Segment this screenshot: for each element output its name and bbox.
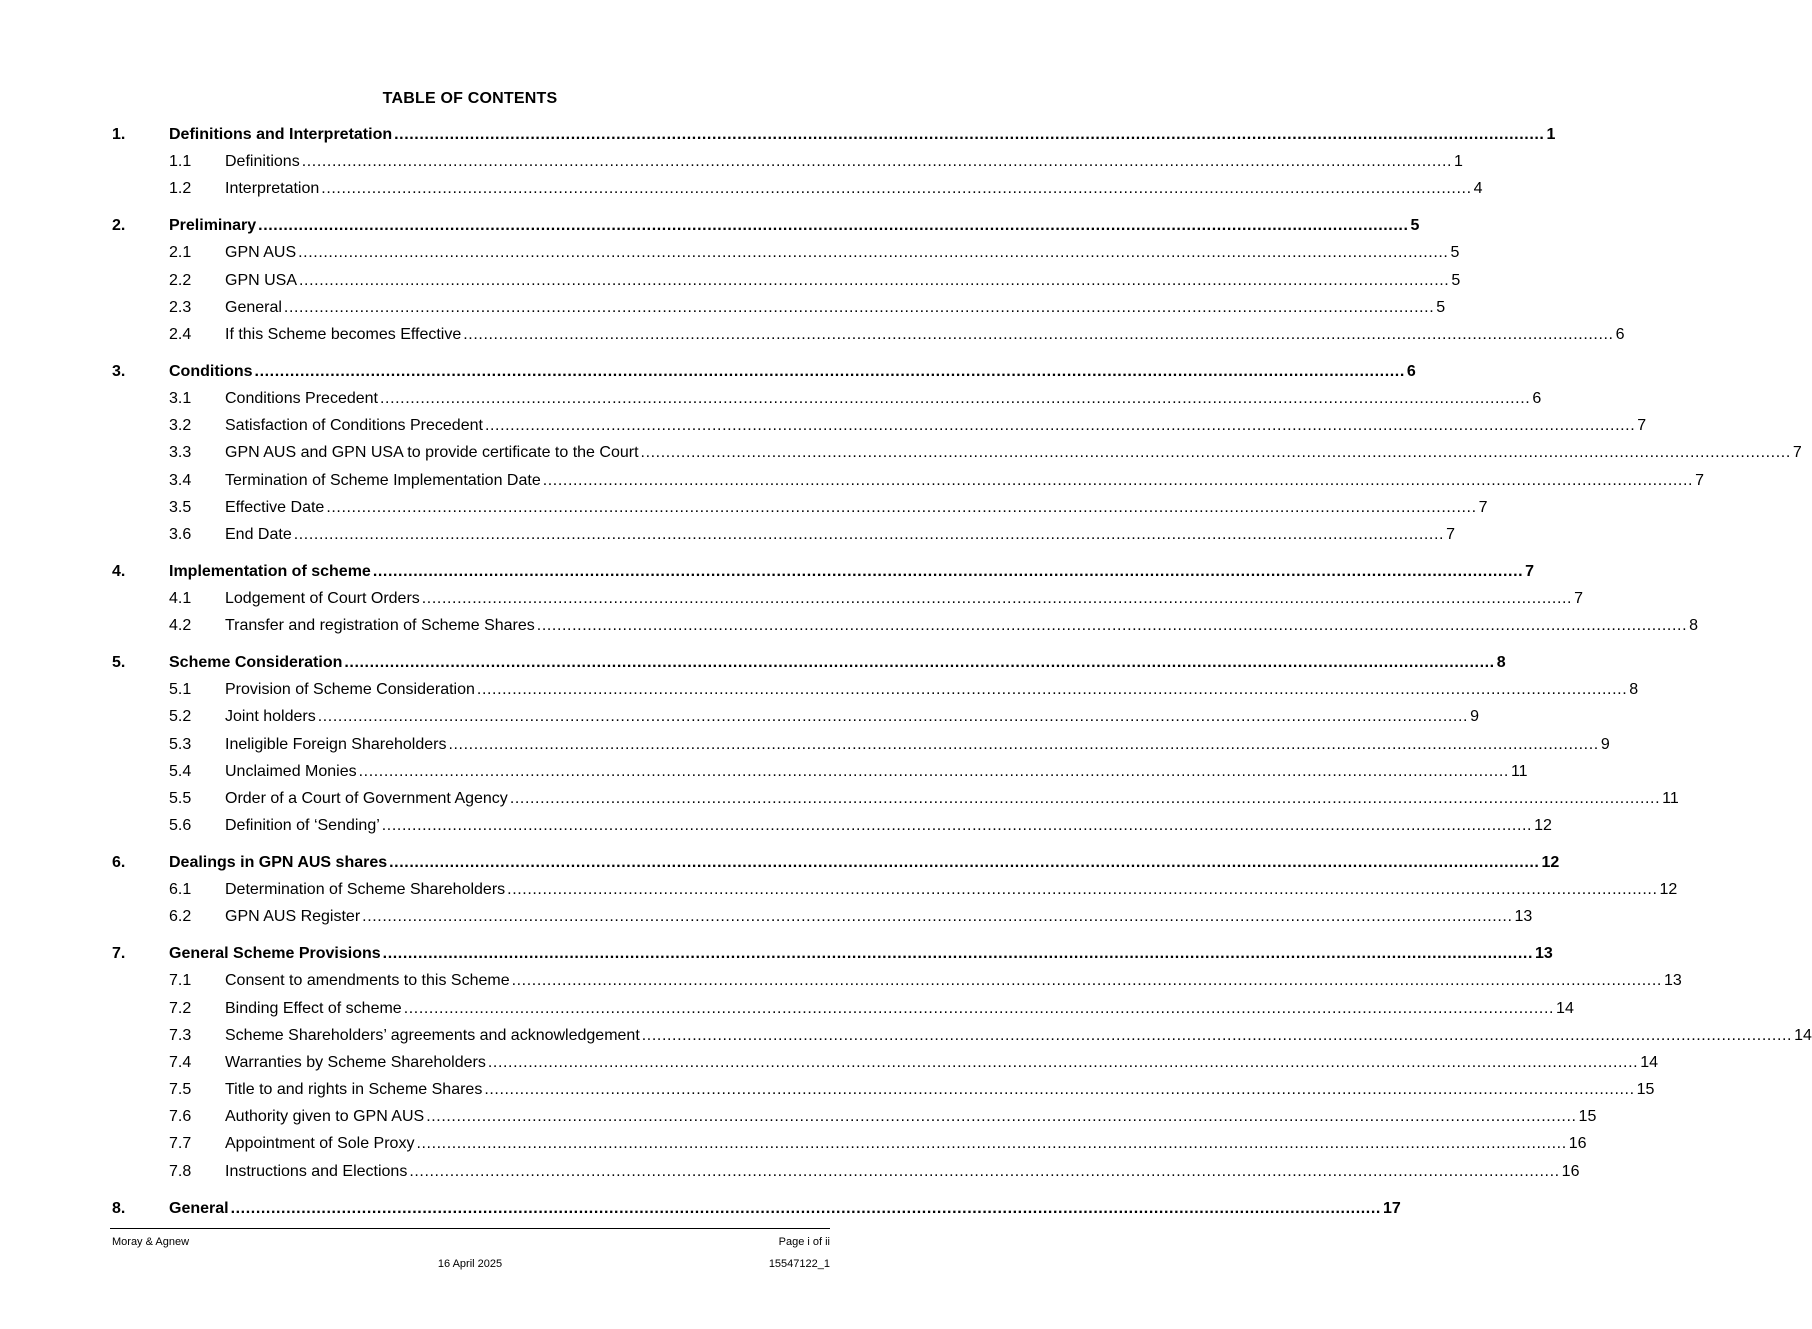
toc-entry-page: 14 <box>1794 1026 1812 1044</box>
toc-entry-number: 1.1 <box>169 153 192 171</box>
toc-subsection-1-1[interactable] <box>169 153 1463 175</box>
toc-dot-leader <box>416 1135 1566 1153</box>
toc-subsection-5-3[interactable] <box>169 735 1610 758</box>
toc-dot-leader <box>362 908 1512 926</box>
toc-entry-page: 7 <box>1637 417 1647 435</box>
toc-entry-number: 5.6 <box>169 817 192 834</box>
toc-entry-page: 6 <box>1615 325 1625 343</box>
toc-entry-number: 3.4 <box>169 471 192 489</box>
toc-dot-leader <box>507 881 1657 899</box>
toc-dot-leader <box>510 790 1660 808</box>
toc-dot-leader <box>318 708 1468 726</box>
toc-entry-title: Provision of Scheme Consideration <box>225 681 475 699</box>
toc-entry-title: Appointment of Sole Proxy <box>225 1135 415 1153</box>
toc-entry-title: Scheme Consideration <box>169 654 343 672</box>
toc-entry-title: Definitions and Interpretation <box>169 126 393 143</box>
toc-entry-title: Definition of ‘Sending’ <box>225 817 380 834</box>
toc-subsection-5-1[interactable] <box>169 681 1639 703</box>
toc-entry-title: General <box>225 298 282 316</box>
toc-entry-number: 3.6 <box>169 525 192 543</box>
toc-entry-page: 5 <box>1451 271 1461 289</box>
toc-entry-number: 3.5 <box>169 498 192 516</box>
toc-subsection-4-2[interactable] <box>169 617 1699 639</box>
toc-entry-title: Definitions <box>225 153 300 171</box>
toc-entry-number: 3.1 <box>169 390 192 408</box>
toc-entry-page: 6 <box>1532 390 1542 408</box>
footer-page-number: Page i of ii <box>778 1236 830 1248</box>
toc-entry-page: 5 <box>1450 244 1460 262</box>
toc-dot-leader <box>321 180 1471 198</box>
toc-dot-leader <box>231 1200 1381 1218</box>
toc-entry-title: Ineligible Foreign Shareholders <box>225 735 447 753</box>
toc-entry-number: 6. <box>112 854 126 871</box>
toc-dot-leader <box>409 1163 1559 1181</box>
toc-dot-leader <box>294 526 1444 544</box>
toc-entry-page: 7 <box>1792 444 1802 462</box>
toc-dot-leader <box>255 363 1405 381</box>
toc-entry-title: General Scheme Provisions <box>169 945 381 963</box>
toc-entry-page: 8 <box>1689 617 1699 635</box>
toc-entry-title: Conditions Precedent <box>225 390 378 408</box>
toc-dot-leader <box>389 854 1539 872</box>
toc-entry-page: 8 <box>1629 681 1639 699</box>
toc-entry-title: GPN AUS <box>225 244 297 262</box>
toc-entry-title: GPN AUS Register <box>225 908 361 926</box>
toc-entry-page: 15 <box>1636 1081 1655 1099</box>
toc-entry-number: 2.2 <box>169 271 192 289</box>
toc-entry-number: 6.1 <box>169 881 192 899</box>
toc-dot-leader <box>463 326 1613 344</box>
toc-dot-leader <box>426 1108 1576 1126</box>
toc-entry-title: Interpretation <box>225 180 320 198</box>
toc-entry-title: Unclaimed Monies <box>225 762 357 780</box>
toc-entry-page: 8 <box>1496 654 1506 672</box>
toc-entry-page: 7 <box>1695 471 1704 489</box>
toc-dot-leader <box>477 681 1627 699</box>
toc-entry-page: 6 <box>1406 362 1416 380</box>
toc-entry-page: 16 <box>1568 1135 1587 1153</box>
toc-dot-leader <box>537 617 1687 635</box>
toc-entry-page: 15 <box>1578 1108 1597 1126</box>
toc-entry-title: Dealings in GPN AUS shares <box>169 854 388 871</box>
toc-entry-number: 7.6 <box>169 1108 192 1126</box>
toc-entry-title: Determination of Scheme Shareholders <box>225 881 506 899</box>
toc-entry-number: 3.2 <box>169 417 192 435</box>
toc-entry-page: 4 <box>1473 180 1483 198</box>
toc-entry-page: 13 <box>1535 945 1553 963</box>
toc-entry-page: 7 <box>1478 498 1488 516</box>
toc-dot-leader <box>543 472 1693 490</box>
toc-entry-page: 5 <box>1410 217 1420 235</box>
footer-date: 16 April 2025 <box>437 1258 503 1270</box>
toc-entry-title: If this Scheme becomes Effective <box>225 325 462 343</box>
toc-dot-leader <box>488 1054 1638 1072</box>
toc-entry-title: Title to and rights in Scheme Shares <box>225 1081 483 1099</box>
toc-entry-number: 8. <box>112 1199 126 1217</box>
toc-entry-title: Transfer and registration of Scheme Shares <box>225 617 535 635</box>
toc-entry-number: 2.4 <box>169 325 192 343</box>
toc-section-7[interactable] <box>112 945 1553 967</box>
toc-entry-title: Consent to amendments to this Scheme <box>225 972 510 990</box>
toc-entry-title: End Date <box>225 525 292 543</box>
toc-entry-title: Warranties by Scheme Shareholders <box>225 1053 486 1071</box>
toc-subsection-4-1[interactable] <box>169 589 1584 612</box>
toc-subsection-3-6[interactable] <box>169 525 1455 548</box>
toc-subsection-2-2[interactable] <box>169 271 1461 294</box>
toc-entry-number: 6.2 <box>169 908 192 926</box>
toc-entry-number: 5.3 <box>169 735 192 753</box>
toc-entry-page: 7 <box>1446 525 1455 543</box>
toc-section-8[interactable] <box>112 1199 1401 1222</box>
toc-section-4[interactable] <box>112 562 1535 585</box>
toc-entry-page: 16 <box>1561 1162 1580 1180</box>
toc-entry-page: 14 <box>1556 999 1574 1017</box>
toc-entry-title: Joint holders <box>225 708 316 726</box>
toc-entry-number: 7.3 <box>169 1026 192 1044</box>
toc-dot-leader <box>299 272 1449 290</box>
toc-entry-page: 12 <box>1659 881 1678 899</box>
toc-entry-page: 5 <box>1436 298 1446 316</box>
toc-entry-number: 5.5 <box>169 789 192 807</box>
toc-subsection-1-2[interactable] <box>169 180 1483 202</box>
toc-subsection-7-4[interactable] <box>169 1053 1658 1076</box>
toc-entry-number: 3. <box>112 362 126 380</box>
toc-entry-number: 5.2 <box>169 708 192 726</box>
toc-dot-leader <box>258 217 1408 235</box>
toc-entry-title: Scheme Shareholders’ agreements and acknowledgement <box>225 1026 640 1044</box>
footer-firm: Moray & Agnew <box>112 1236 190 1248</box>
toc-dot-leader <box>326 499 1476 517</box>
toc-entry-page: 13 <box>1663 972 1682 990</box>
toc-dot-leader <box>302 153 1452 171</box>
toc-entry-title: Preliminary <box>169 217 257 235</box>
toc-dot-leader <box>394 126 1544 144</box>
toc-dot-leader <box>284 299 1434 317</box>
toc-entry-title: Conditions <box>169 362 253 380</box>
toc-dot-leader <box>380 390 1530 408</box>
toc-entry-number: 4.2 <box>169 617 192 635</box>
toc-entry-page: 11 <box>1662 789 1679 807</box>
toc-entry-page: 12 <box>1541 854 1560 871</box>
toc-entry-number: 1.2 <box>169 180 192 198</box>
toc-subsection-5-4[interactable] <box>169 762 1528 785</box>
toc-entry-number: 7. <box>112 945 126 963</box>
toc-subsection-3-5[interactable] <box>169 498 1488 521</box>
toc-subsection-2-1[interactable] <box>169 244 1460 266</box>
toc-dot-leader <box>448 736 1598 754</box>
toc-entry-number: 5.4 <box>169 762 192 780</box>
toc-subsection-7-1[interactable] <box>169 972 1682 994</box>
toc-subsection-7-8[interactable] <box>169 1162 1580 1185</box>
toc-entry-number: 7.2 <box>169 999 192 1017</box>
toc-entry-title: Lodgement of Court Orders <box>225 589 420 607</box>
toc-entry-number: 1. <box>112 126 126 143</box>
toc-dot-leader <box>344 654 1494 672</box>
toc-section-3[interactable] <box>112 362 1416 385</box>
toc-entry-number: 4. <box>112 562 126 580</box>
toc-dot-leader <box>512 972 1662 990</box>
toc-subsection-3-4[interactable] <box>169 471 1704 494</box>
toc-dot-leader <box>359 763 1509 781</box>
toc-entry-number: 2.1 <box>169 244 192 262</box>
toc-entry-title: Authority given to GPN AUS <box>225 1108 425 1126</box>
toc-entry-title: Instructions and Elections <box>225 1162 408 1180</box>
toc-subsection-7-2[interactable] <box>169 999 1574 1022</box>
toc-dot-leader <box>485 417 1635 435</box>
toc-entry-number: 7.1 <box>169 972 192 990</box>
toc-section-1[interactable] <box>112 126 1556 148</box>
toc-entry-page: 12 <box>1534 817 1552 834</box>
toc-entry-number: 7.5 <box>169 1081 192 1099</box>
toc-dot-leader <box>298 244 1448 262</box>
toc-entry-number: 7.7 <box>169 1135 192 1153</box>
toc-entry-number: 2.3 <box>169 298 192 316</box>
toc-entry-title: Binding Effect of scheme <box>225 999 402 1017</box>
toc-entry-page: 14 <box>1640 1053 1658 1071</box>
toc-subsection-5-2[interactable] <box>169 708 1479 730</box>
toc-entry-page: 7 <box>1574 589 1584 607</box>
toc-dot-leader <box>422 590 1572 608</box>
footer-divider <box>110 1228 830 1229</box>
toc-entry-number: 7.4 <box>169 1053 192 1071</box>
toc-subsection-6-2[interactable] <box>169 908 1533 930</box>
toc-entry-title: General <box>169 1199 229 1217</box>
toc-subsection-6-1[interactable] <box>169 881 1678 903</box>
toc-entry-title: Termination of Scheme Implementation Date <box>225 471 541 489</box>
toc-dot-leader <box>484 1081 1634 1099</box>
toc-subsection-7-5[interactable] <box>169 1081 1655 1103</box>
toc-entry-title: Satisfaction of Conditions Precedent <box>225 417 483 435</box>
toc-entry-page: 1 <box>1546 126 1556 143</box>
toc-subsection-5-5[interactable] <box>169 789 1679 812</box>
toc-entry-number: 4.1 <box>169 589 192 607</box>
toc-entry-page: 9 <box>1600 735 1610 753</box>
toc-entry-page: 17 <box>1382 1199 1401 1217</box>
toc-entry-page: 1 <box>1454 153 1463 171</box>
toc-subsection-3-1[interactable] <box>169 390 1542 412</box>
toc-entry-title: Order of a Court of Government Agency <box>225 789 508 807</box>
toc-dot-leader <box>642 1027 1792 1045</box>
toc-section-2[interactable] <box>112 217 1420 239</box>
toc-entry-number: 2. <box>112 217 126 235</box>
toc-subsection-7-3[interactable] <box>169 1026 1812 1049</box>
toc-dot-leader <box>382 817 1532 835</box>
toc-subsection-2-3[interactable] <box>169 298 1446 321</box>
toc-entry-title: GPN USA <box>225 271 298 289</box>
toc-dot-leader <box>383 945 1533 963</box>
toc-entry-number: 5. <box>112 654 126 672</box>
toc-entry-title: GPN AUS and GPN USA to provide certificate to the Court <box>225 444 639 462</box>
toc-subsection-5-6[interactable] <box>169 817 1552 839</box>
toc-entry-title: Implementation of scheme <box>169 562 371 580</box>
toc-entry-number: 5.1 <box>169 681 192 699</box>
toc-entry-number: 7.8 <box>169 1162 192 1180</box>
toc-section-5[interactable] <box>112 654 1506 676</box>
toc-section-6[interactable] <box>112 854 1560 876</box>
toc-subsection-2-4[interactable] <box>169 325 1625 348</box>
toc-subsection-3-2[interactable] <box>169 417 1647 439</box>
toc-entry-page: 9 <box>1470 708 1479 726</box>
toc-subsection-7-6[interactable] <box>169 1108 1597 1130</box>
toc-subsection-7-7[interactable] <box>169 1135 1587 1157</box>
toc-entry-number: 3.3 <box>169 444 192 462</box>
toc-entry-title: Effective Date <box>225 498 325 516</box>
toc-dot-leader <box>404 1000 1554 1018</box>
toc-entry-page: 13 <box>1514 908 1533 926</box>
toc-dot-leader <box>641 444 1791 462</box>
toc-subsection-3-3[interactable] <box>169 444 1802 466</box>
footer-doc-id: 15547122_1 <box>768 1258 830 1270</box>
toc-dot-leader <box>373 563 1523 581</box>
toc-entry-page: 11 <box>1510 762 1528 780</box>
toc-entry-page: 7 <box>1525 562 1535 580</box>
toc-title: TABLE OF CONTENTS <box>382 90 558 107</box>
